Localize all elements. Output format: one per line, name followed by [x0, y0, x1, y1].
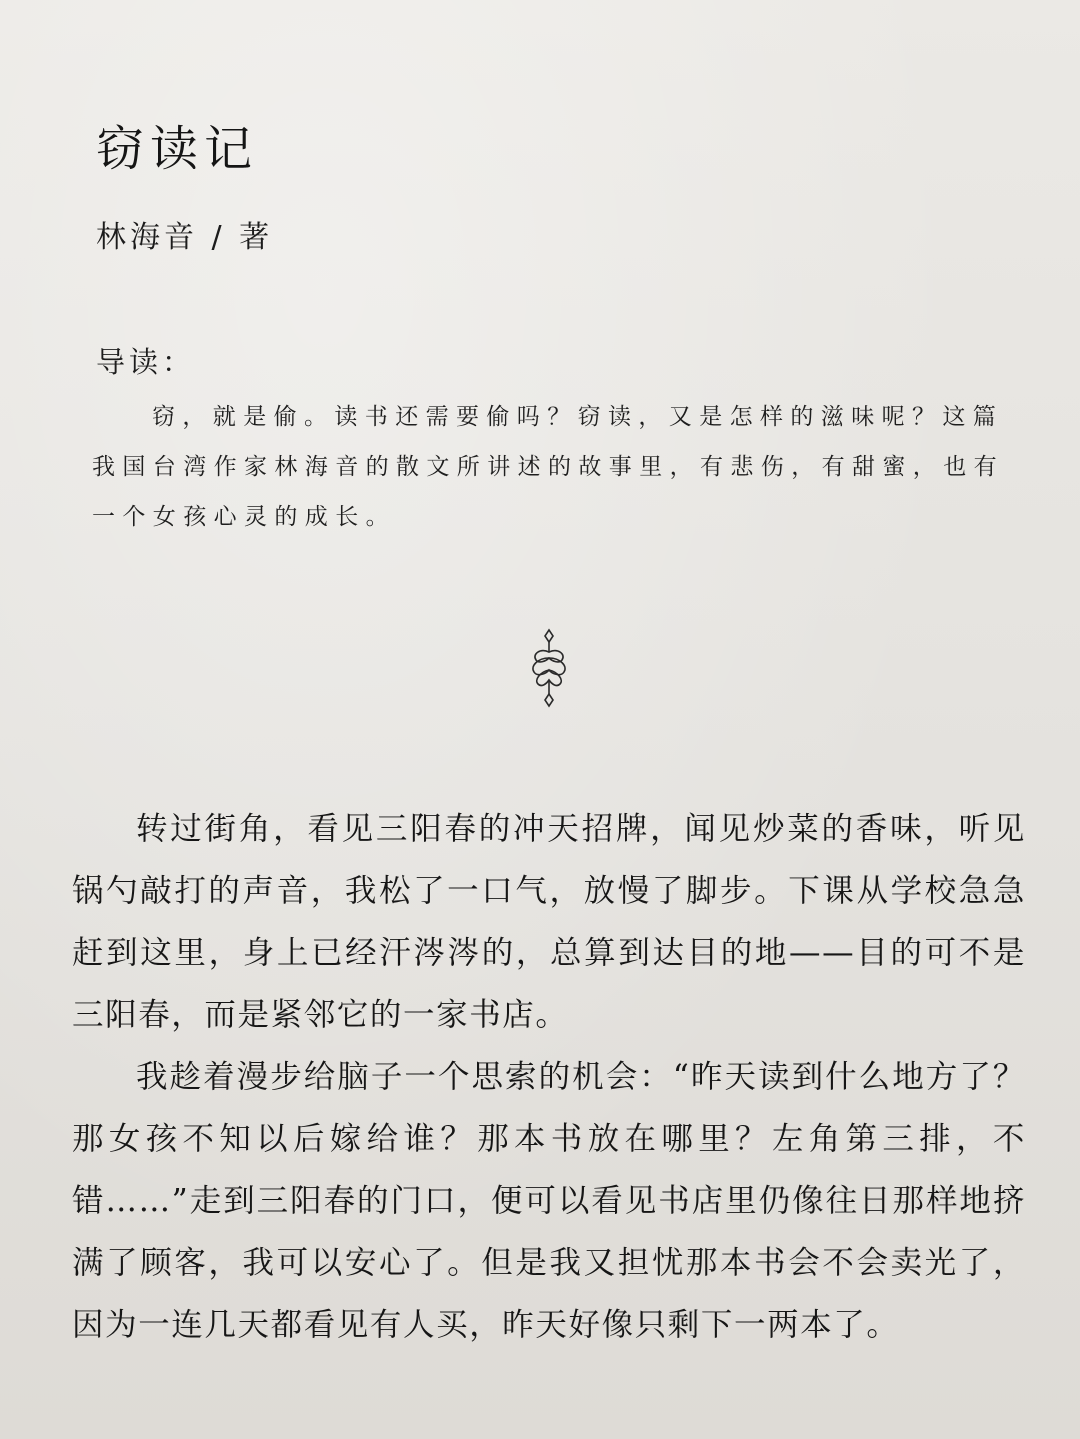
body-paragraph: 我趁着漫步给脑子一个思索的机会：“昨天读到什么地方了？那女孩不知以后嫁给谁？那本书放在哪里？左角第三排，不错……”走到三阳春的门口，便可以看见书店里仍像往日那样地挤满了顾客，我可以安心了。但是我又担忧那本书会不会卖光了，因为一连几天都看见有人买，昨天好像只剩下一两本了。 [72, 1059, 1026, 1343]
intro-text: 窃，就是偷。读书还需要偷吗？窃读，又是怎样的滋味呢？这篇我国台湾作家林海音的散文所讲述的故事里，有悲伤，有甜蜜，也有一个女孩心灵的成长。 [92, 404, 1004, 530]
author-line: 林海音 / 著 [96, 220, 274, 255]
body-paragraph: 转过街角，看见三阳春的冲天招牌，闻见炒菜的香味，听见锅勺敲打的声音，我松了一口气，放慢了脚步。下课从学校急急赶到这里，身上已经汗涔涔的，总算到达目的地——目的可不是三阳春，而是紧邻它的一家书店。 [72, 811, 1026, 1033]
page-title: 窃读记 [96, 121, 259, 177]
intro-heading: 导读： [96, 345, 196, 379]
body-text [72, 798, 1026, 1356]
scroll-flourish-icon [526, 628, 572, 708]
